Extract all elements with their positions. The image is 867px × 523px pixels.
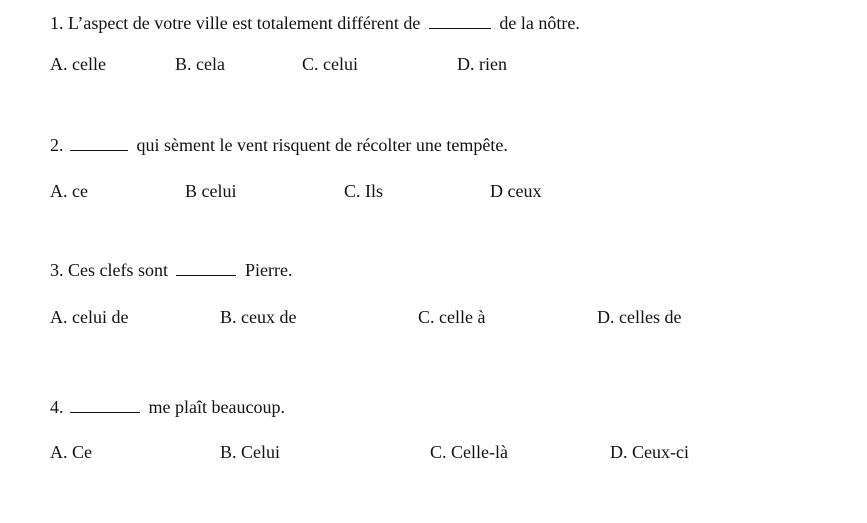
question-text-before: Ces clefs sont xyxy=(68,260,168,280)
option-d: D. Ceux-ci xyxy=(610,442,689,462)
question-text-before: L’aspect de votre ville est totalement différent de xyxy=(68,13,421,33)
option-d: D. celles de xyxy=(597,307,682,327)
question-number: 3. xyxy=(50,260,64,280)
answer-blank xyxy=(70,136,128,151)
answer-blank xyxy=(70,398,140,413)
option-a: A. ce xyxy=(50,181,88,201)
option-d: D ceux xyxy=(490,181,542,201)
option-a: A. Ce xyxy=(50,442,92,462)
option-c: C. celui xyxy=(302,54,358,74)
question-number: 4. xyxy=(50,397,64,417)
option-c: C. Ils xyxy=(344,181,384,201)
option-c: C. Celle-là xyxy=(430,442,508,462)
question-text-after: qui sèment le vent risquent de récolter une tempête. xyxy=(136,135,508,155)
answer-blank xyxy=(429,14,491,29)
question-number: 2. xyxy=(50,135,64,155)
question-text-after: Pierre. xyxy=(244,260,293,280)
option-a: A. celui de xyxy=(50,307,129,327)
question-4 xyxy=(50,396,285,418)
question-number: 1. xyxy=(50,13,64,33)
option-b: B. Celui xyxy=(220,442,281,462)
question-text-after: de la nôtre. xyxy=(499,13,580,33)
option-b: B. ceux de xyxy=(220,307,297,327)
question-1 xyxy=(50,12,580,34)
option-d: D. rien xyxy=(457,54,507,74)
question-text-after: me plaît beaucoup. xyxy=(148,397,285,417)
option-c: C. celle à xyxy=(418,307,486,327)
option-b: B celui xyxy=(185,181,237,201)
question-2 xyxy=(50,134,508,156)
answer-blank xyxy=(176,261,236,276)
option-b: B. cela xyxy=(175,54,225,74)
option-a: A. celle xyxy=(50,54,106,74)
question-3 xyxy=(50,259,292,281)
